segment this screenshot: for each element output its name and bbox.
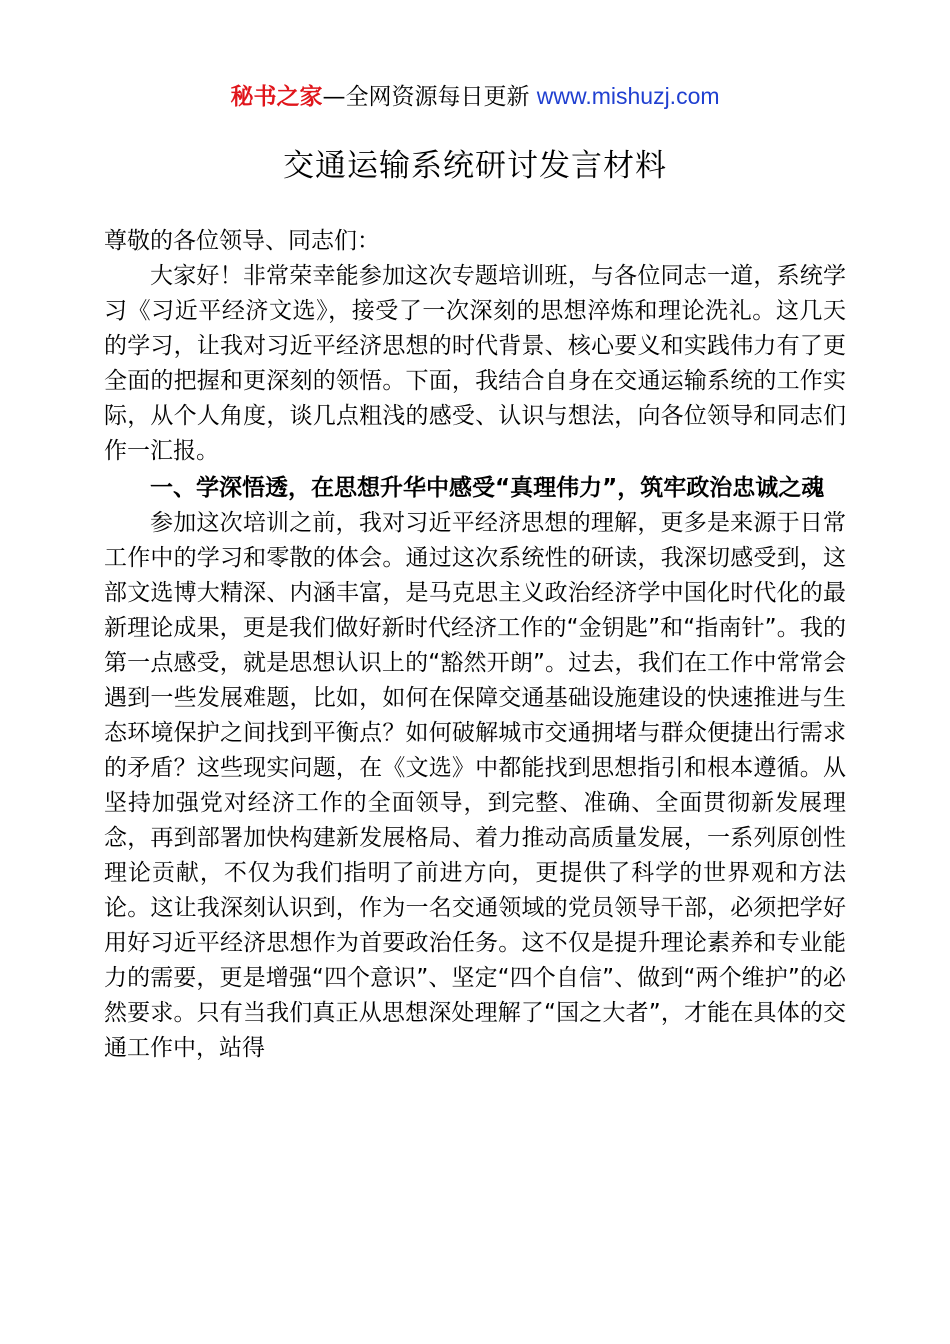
section-heading-1: 一、学深悟透，在思想升华中感受“真理伟力”，筑牢政治忠诚之魂 <box>150 475 825 501</box>
site-brand: 秘书之家 <box>230 84 323 110</box>
site-header <box>0 80 950 113</box>
document-title: 交通运输系统研讨发言材料 <box>283 148 667 184</box>
intro-paragraph: 大家好！非常荣幸能参加这次专题培训班，与各位同志一道，系统学习《习近平经济文选》，接受了一次深刻的思想淬炼和理论洗礼。这几天的学习，让我对习近平经济思想的时代背景、核心要义和实践伟力有了更全面的把握和更深刻的领悟。下面，我结合自身在交通运输系统的工作实际，从个人角度，谈几点粗浅的感受、认识与想法，向各位领导和同志们作一汇报。 <box>104 263 846 464</box>
section-1-paragraph: 参加这次培训之前，我对习近平经济思想的理解，更多是来源于日常工作中的学习和零散的体会。通过这次系统性的研读，我深切感受到，这部文选博大精深、内涵丰富，是马克思主义政治经济学中国化时代化的最新理论成果，更是我们做好新时代经济工作的“金钥匙”和“指南针”。我的第一点感受，就是思想认识上的“豁然开朗”。过去，我们在工作中常常会遇到一些发展难题，比如，如何在保障交通基础设施建设的快速推进与生态环境保护之间找到平衡点？如何破解城市交通拥堵与群众便捷出行需求的矛盾？这些现实问题，在《文选》中都能找到思想指引和根本遵循。从坚持加强党对经济工作的全面领导，到完整、准确、全面贯彻新发展理念，再到部署加快构建新发展格局、着力推动高质量发展，一系列原创性理论贡献，不仅为我们指明了前进方向，更提供了科学的世界观和方法论。这让我深刻认识到，作为一名交通领域的党员领导干部，必须把学好用好习近平经济思想作为首要政治任务。这不仅是提升理论素养和专业能力的需要，更是增强“四个意识”、坚定“四个自信”、做到“两个维护”的必然要求。只有当我们真正从思想深处理解了“国之大者”，才能在具体的交通工作中，站得 <box>104 510 846 1061</box>
salutation: 尊敬的各位领导、同志们： <box>104 228 380 254</box>
site-url-link[interactable]: www.mishuzj.com <box>536 83 720 109</box>
site-tagline: —全网资源每日更新 <box>322 84 537 110</box>
document-body <box>104 224 846 1066</box>
